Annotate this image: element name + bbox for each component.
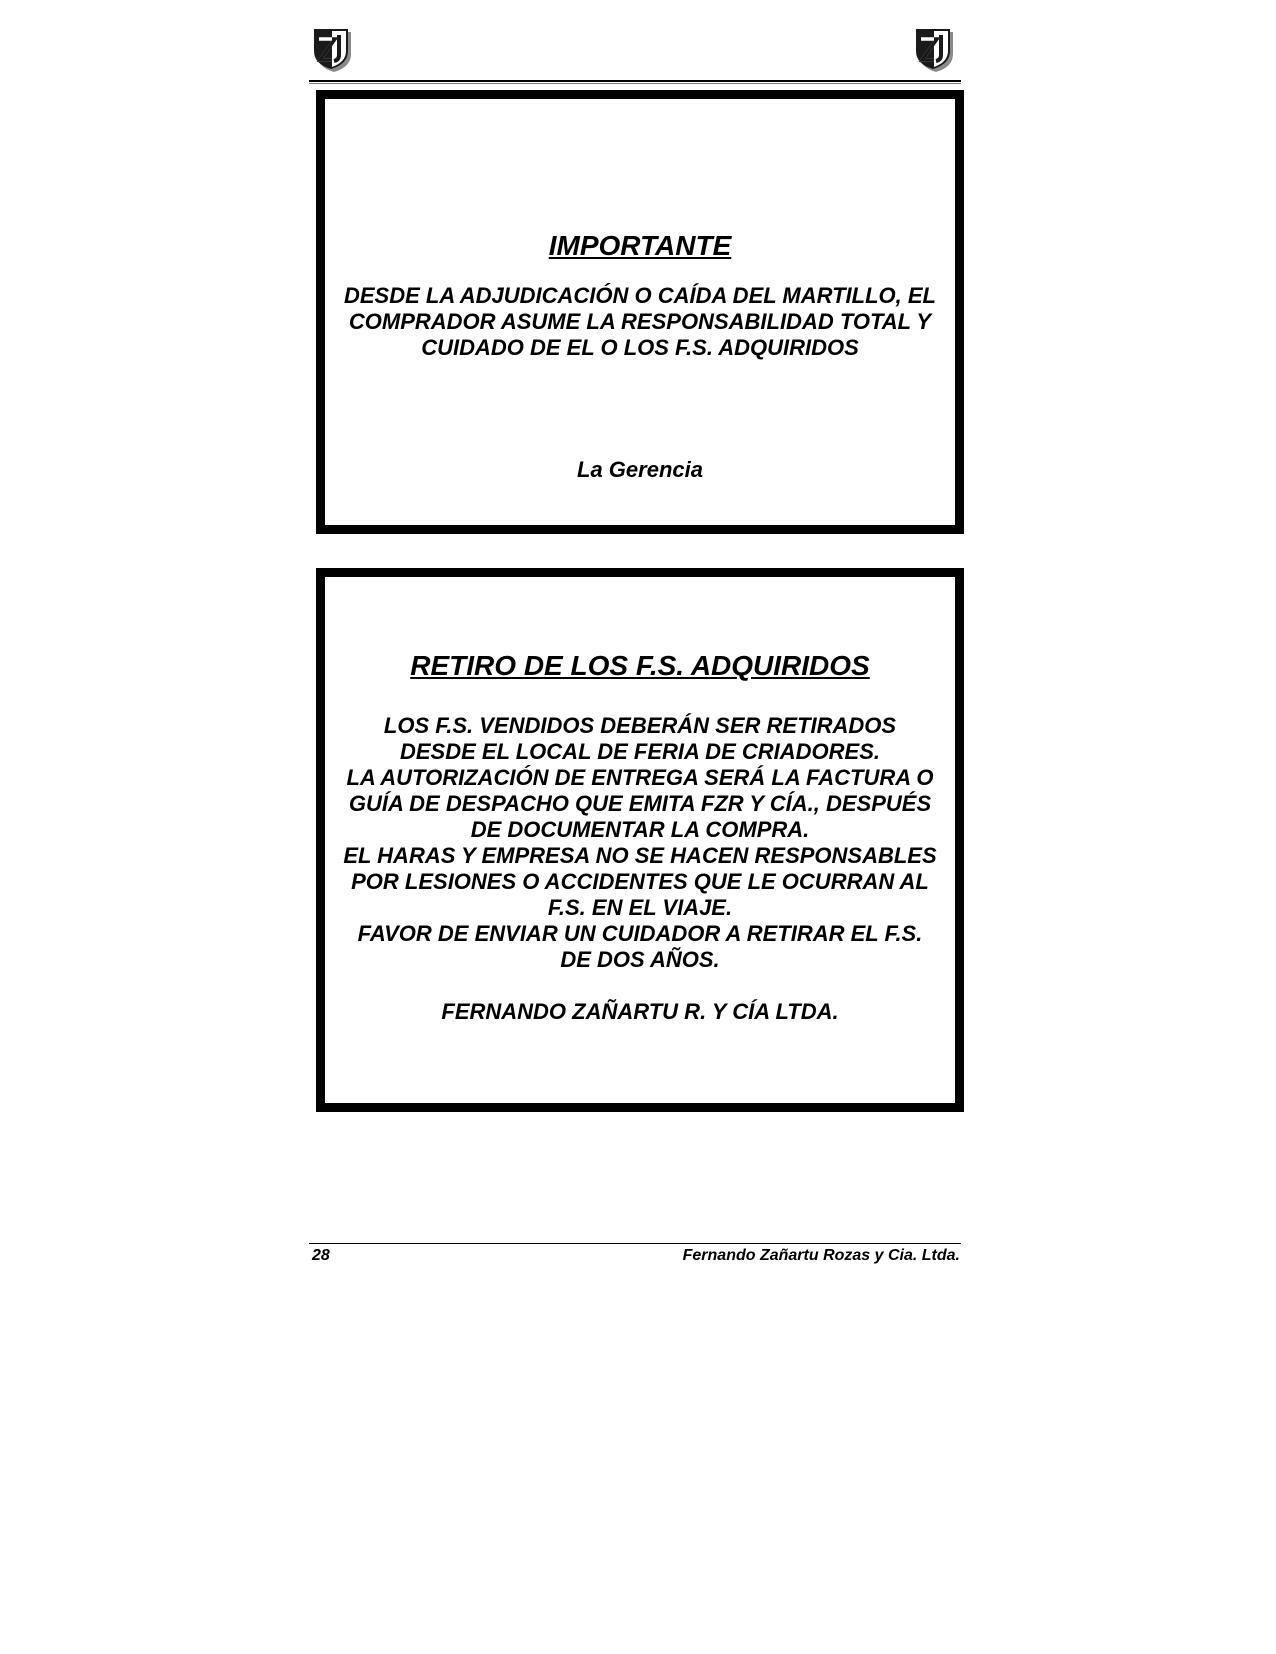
footer-rule <box>309 1243 961 1244</box>
importante-body-line: DESDE LA ADJUDICACIÓN O CAÍDA DEL MARTILLO, EL <box>344 283 936 308</box>
importante-body <box>328 283 952 361</box>
retiro-body-line: EL HARAS Y EMPRESA NO SE HACEN RESPONSABLES <box>343 843 937 868</box>
importante-body-line: COMPRADOR ASUME LA RESPONSABILIDAD TOTAL Y <box>348 309 932 334</box>
footer-company-name: Fernando Zañartu Rozas y Cia. Ltda. <box>682 1247 960 1264</box>
retiro-signature: FERNANDO ZAÑARTU R. Y CÍA LTDA. <box>441 999 839 1024</box>
importante-body-line: CUIDADO DE EL O LOS F.S. ADQUIRIDOS <box>421 335 859 360</box>
fz-shield-logo-icon <box>308 24 358 74</box>
header-rule-shadow <box>309 83 961 84</box>
retiro-body-line: POR LESIONES O ACCIDENTES QUE LE OCURRAN AL <box>351 869 929 894</box>
page-footer <box>312 1247 960 1269</box>
retiro-body-line: GUÍA DE DESPACHO QUE EMITA FZR Y CÍA., DESPUÉS <box>348 791 932 816</box>
retiro-body <box>328 713 952 973</box>
retiro-body-line: DE DOCUMENTAR LA COMPRA. <box>470 817 810 842</box>
retiro-body-line: LOS F.S. VENDIDOS DEBERÁN SER RETIRADOS <box>383 713 897 738</box>
importante-title: IMPORTANTE <box>548 230 732 261</box>
retiro-title: RETIRO DE LOS F.S. ADQUIRIDOS <box>410 650 870 681</box>
retiro-notice-box <box>316 568 964 1112</box>
page-number: 28 <box>312 1247 330 1264</box>
retiro-body-line: FAVOR DE ENVIAR UN CUIDADOR A RETIRAR EL F.S. <box>357 921 923 946</box>
retiro-body-line: F.S. EN EL VIAJE. <box>547 895 733 920</box>
retiro-body-line: DESDE EL LOCAL DE FERIA DE CRIADORES. <box>400 739 880 764</box>
importante-signature: La Gerencia <box>577 457 703 482</box>
header-rule <box>309 80 961 82</box>
retiro-body-line: DE DOS AÑOS. <box>560 947 720 972</box>
retiro-body-line: LA AUTORIZACIÓN DE ENTREGA SERÁ LA FACTURA O <box>346 765 934 790</box>
fz-shield-logo-icon <box>910 24 960 74</box>
importante-notice-box <box>316 90 964 534</box>
